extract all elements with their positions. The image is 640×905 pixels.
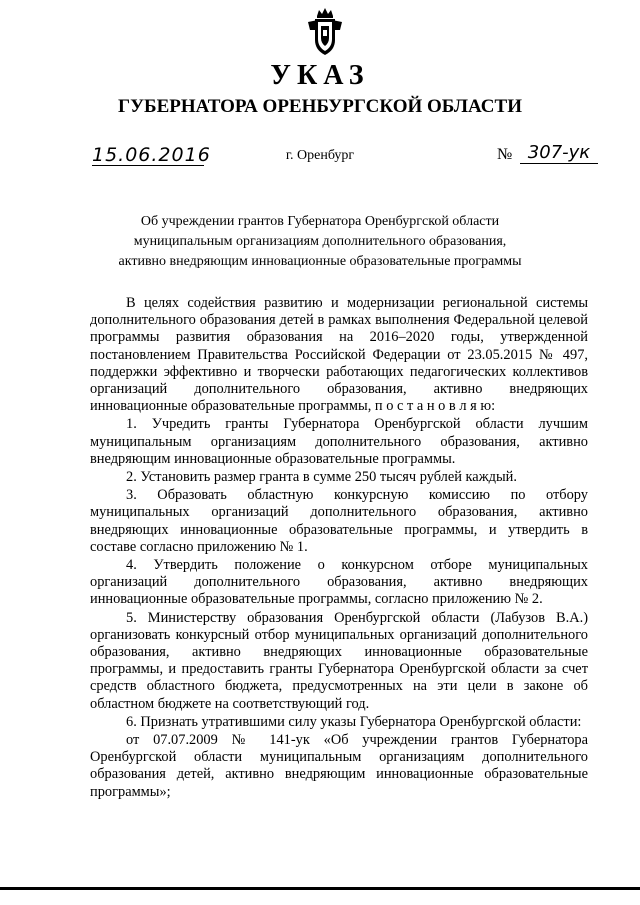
body-paragraph: 4. Утвердить положение о конкурсном отборе муниципальных организаций дополнительного образования, активно внедряющих инновационные образовательные программы, согласно приложению № 2. [90,557,588,608]
body-paragraph: 6. Признать утратившими силу указы Губернатора Оренбургской области: [126,713,582,730]
body-paragraph: от 07.07.2009 № 141-ук «Об учреждении грантов Губернатора Оренбургской области муниципальным организациям дополнительного образования детей, активно внедряющим инновационные образовательные программы»; [90,732,588,800]
document-date: 15.06.2016 [92,144,211,166]
subject-line: активно внедряющим инновационные образовательные программы [118,254,522,269]
document-city: г. Оренбург [285,148,355,163]
body-paragraph: 2. Установить размер гранта в сумме 250 тысяч рублей каждый. [126,469,517,486]
subject-line: Об учреждении грантов Губернатора Оренбургской области [140,214,500,229]
body-paragraph: 3. Образовать областную конкурсную комиссию по отбору муниципальных организаций дополнительного образования, активно внедряющих инновационные образовательные программы, и утвердить в составе согласно приложению № 1. [90,487,588,555]
body-paragraph: 1. Учредить гранты Губернатора Оренбургской области лучшим муниципальным организациям дополнительного образования, активно внедряющим инновационные образовательные программы. [90,416,588,467]
page-bottom-rule [0,887,640,890]
document-subject [60,212,580,272]
document-subtitle: ГУБЕРНАТОРА ОРЕНБУРГСКОЙ ОБЛАСТИ [118,96,522,117]
document-body [90,295,588,802]
document-number: 307-ук [520,143,598,164]
subject-line: муниципальным организациям дополнительного образования, [133,234,507,249]
body-paragraph: В целях содействия развитию и модернизации региональной системы дополнительного образования детей в рамках выполнения Федеральной целевой программы развития образования на 2016–2020 годы, утвержденной постановлением Правительства Российской Федерации от 23.05.2015 № 497, поддержки эффективно и творчески работающих педагогических коллективов организаций дополнительного образования, активно внедряющих инновационные образовательные программы, п о с т а н о в л я ю: [90,295,588,415]
coat-of-arms-icon [306,8,344,58]
body-paragraph: 5. Министерству образования Оренбургской области (Лабузов В.А.) организовать конкурсный отбор муниципальных организаций дополнительного образования, активно внедряющих инновационные образовательные программы, и предоставить гранты Губернатора Оренбургской области за счет средств областного бюджета, предусмотренных на эти цели в законе об областном бюджете на соответствующий год. [90,609,588,712]
document-title: УКАЗ [270,60,370,91]
number-sign: № [497,146,513,163]
